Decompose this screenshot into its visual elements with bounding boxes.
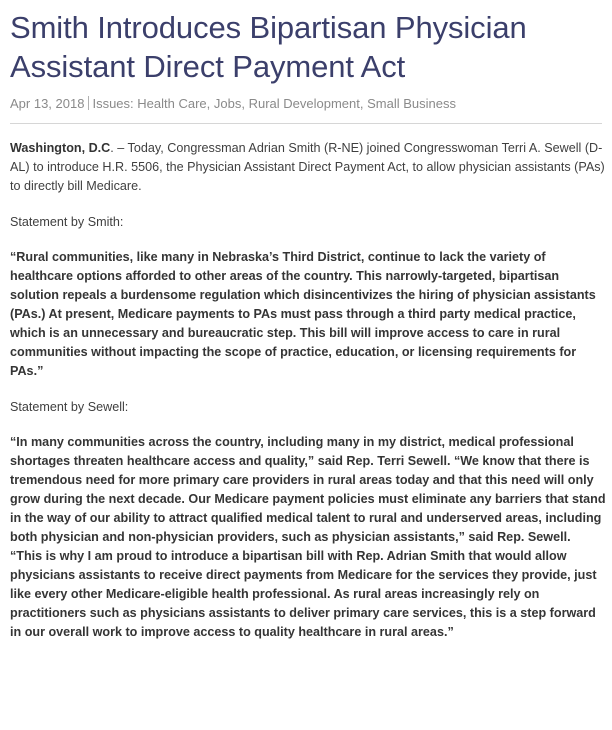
dateline: Washington, D.C: [10, 141, 111, 155]
publish-date: Apr 13, 2018: [10, 96, 85, 111]
article-meta: Apr 13, 2018 Issues: Health Care, Jobs, Rural Development, Small Business: [10, 96, 456, 111]
issue-link-small-business[interactable]: Small Business: [367, 96, 456, 111]
intro-text: . – Today, Congressman Adrian Smith (R-NE) joined Congresswoman Terri A. Sewell (D-AL) to introduce H.R. 5506, the Physician Assistant Direct Payment Act, to allow physician assistants (PAs) to directly bill Medicare.: [10, 141, 605, 193]
issue-link-rural-development[interactable]: Rural Development: [248, 96, 360, 111]
statement-smith-quote: “Rural communities, like many in Nebraska’s Third District, continue to lack the variety of healthcare options afforded to other areas of the country. This narrowly-targeted, bipartisan solution repeals a burdensome regulation which disincentivizes the hiring of physician assistants (PAs.) At present, Medicare payments to PAs must pass through a third party medical practice, which is an unnecessary and bureaucratic step. This bill will improve access to care in rural communities without impacting the scope of practice, education, or licensing requirements for PAs.”: [10, 250, 596, 378]
page-title: Smith Introduces Bipartisan Physician Assistant Direct Payment Act: [10, 10, 527, 84]
press-release-article: [10, 0, 606, 642]
intro-paragraph: [10, 139, 606, 196]
meta-divider: [88, 96, 89, 110]
header-divider: [10, 123, 602, 124]
statement-sewell-quote: “In many communities across the country, including many in my district, medical professional shortages threaten healthcare access and quality,” said Rep. Terri Sewell. “We know that there is tremendous need for more primary care providers in rural areas today and that this need will only grow during the next decade. Our Medicare payment policies must eliminate any barriers that stand in the way of our ability to attract qualified medical talent to rural and underserved areas, including both physician and non-physician providers, such as physician assistants,” said Rep. Sewell. “This is why I am proud to introduce a bipartisan bill with Rep. Adrian Smith that would allow physicians assistants to receive direct payments from Medicare for the services they provide, just like every other Medicare-eligible health professional. As rural areas increasingly rely on practitioners such as physicians assistants to deliver primary care services, this is a step forward in our overall work to improve access to quality healthcare in rural areas.”: [10, 435, 606, 639]
statement-smith-label: Statement by Smith:: [10, 215, 124, 229]
issue-link-health-care[interactable]: Health Care: [137, 96, 207, 111]
issues-label: Issues:: [92, 96, 134, 111]
issue-link-jobs[interactable]: Jobs: [213, 96, 242, 111]
statement-sewell-label: Statement by Sewell:: [10, 400, 129, 414]
